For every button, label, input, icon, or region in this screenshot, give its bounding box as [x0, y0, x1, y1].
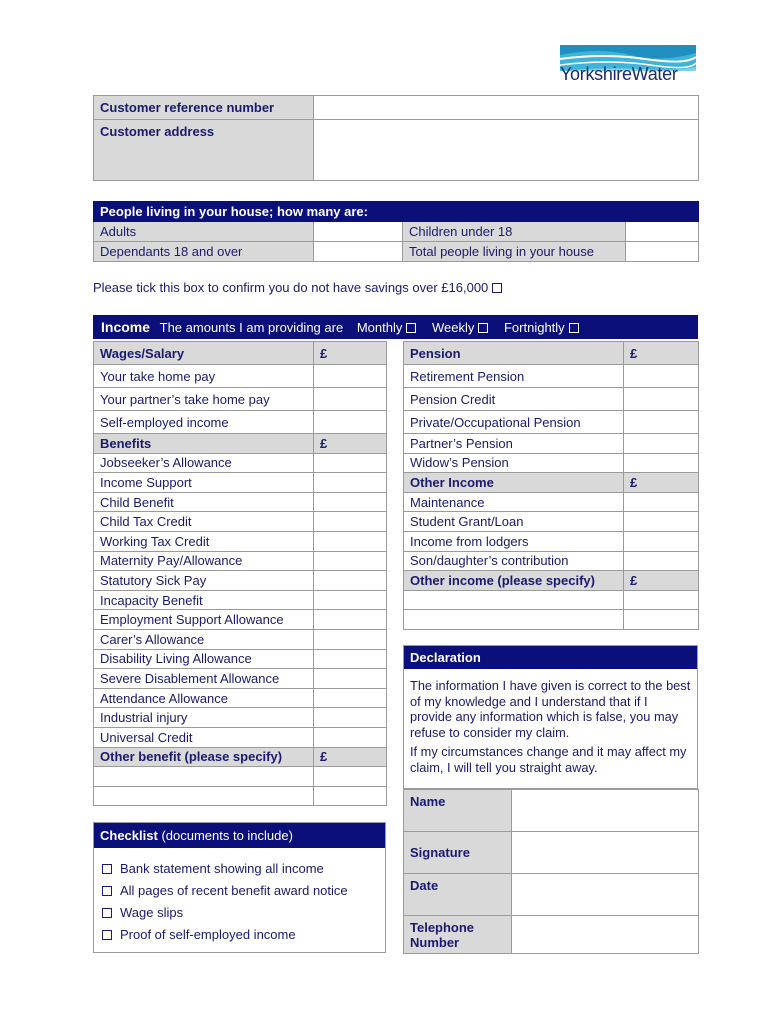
benefit-row-label: Child Tax Credit: [94, 512, 314, 532]
income-intro: The amounts I am providing are: [159, 320, 344, 335]
checklist-item-label: Proof of self-employed income: [120, 927, 296, 942]
telephone-field[interactable]: [512, 916, 699, 954]
benefit-row-field[interactable]: [314, 590, 387, 610]
checklist-checkbox[interactable]: [102, 886, 112, 896]
other-income-specify-field[interactable]: [624, 610, 699, 630]
benefit-row-label: Working Tax Credit: [94, 531, 314, 551]
brand-name: YorkshireWater: [560, 64, 678, 84]
household-table: [93, 201, 699, 262]
benefit-row-field[interactable]: [314, 669, 387, 689]
name-field[interactable]: [512, 790, 699, 832]
benefit-row-field[interactable]: [314, 551, 387, 571]
pension-row-field[interactable]: [624, 453, 699, 473]
other-benefit-field[interactable]: [314, 767, 387, 787]
other-benefit-input[interactable]: [94, 786, 314, 806]
declaration-para-2: If my circumstances change and it may affect my claim, I will tell you straight away.: [410, 744, 687, 775]
checklist-checkbox[interactable]: [102, 908, 112, 918]
wages-pound-header: £: [314, 342, 387, 365]
checklist-title: Checklist: [100, 828, 158, 843]
adults-field[interactable]: [314, 222, 403, 242]
customer-reference-field[interactable]: [314, 96, 699, 120]
other-income-specify-field[interactable]: [624, 590, 699, 610]
declaration-para-1: The information I have given is correct to the best of my knowledge and I understand that if I provide any information which is false, you may refuse to consider my claim.: [410, 678, 691, 740]
checklist-items: [94, 848, 385, 946]
checklist-item: [102, 924, 377, 946]
wages-row-field[interactable]: [314, 388, 387, 411]
pension-row-field[interactable]: [624, 388, 699, 411]
benefit-row-field[interactable]: [314, 649, 387, 669]
checklist-checkbox[interactable]: [102, 930, 112, 940]
other-income-row-label: Income from lodgers: [404, 531, 624, 551]
pension-row-field[interactable]: [624, 434, 699, 454]
wages-row-field[interactable]: [314, 411, 387, 434]
other-income-row-label: Student Grant/Loan: [404, 512, 624, 532]
wages-header: Wages/Salary: [94, 342, 314, 365]
benefit-row-field[interactable]: [314, 708, 387, 728]
other-benefit-header: Other benefit (please specify): [94, 747, 314, 767]
customer-table: [93, 95, 699, 181]
fortnightly-checkbox[interactable]: [569, 323, 579, 333]
name-label: Name: [404, 790, 512, 832]
benefit-row-field[interactable]: [314, 629, 387, 649]
other-income-specify-header: Other income (please specify): [404, 571, 624, 591]
benefit-row-field[interactable]: [314, 688, 387, 708]
children-field[interactable]: [626, 222, 699, 242]
benefit-row-label: Attendance Allowance: [94, 688, 314, 708]
pension-row-label: Private/Occupational Pension: [404, 411, 624, 434]
household-header: People living in your house; how many are:: [94, 202, 699, 222]
benefit-row-field[interactable]: [314, 727, 387, 747]
benefits-table: [93, 341, 387, 806]
date-field[interactable]: [512, 874, 699, 916]
signature-label: Signature: [404, 832, 512, 874]
signature-table: [403, 789, 699, 954]
weekly-label: Weekly: [431, 320, 475, 335]
customer-address-field[interactable]: [314, 120, 699, 181]
other-income-row-field[interactable]: [624, 512, 699, 532]
checklist-item: [102, 880, 377, 902]
benefit-row-field[interactable]: [314, 610, 387, 630]
pension-row-label: Retirement Pension: [404, 365, 624, 388]
pension-header: Pension: [404, 342, 624, 365]
date-label: Date: [404, 874, 512, 916]
other-income-row-field[interactable]: [624, 551, 699, 571]
dependants-label: Dependants 18 and over: [94, 242, 314, 262]
children-label: Children under 18: [403, 222, 626, 242]
customer-reference-label: Customer reference number: [94, 96, 314, 120]
benefits-header: Benefits: [94, 434, 314, 454]
declaration-title: Declaration: [404, 646, 697, 669]
other-income-specify-pound-header: £: [624, 571, 699, 591]
wages-row-label: Your partner’s take home pay: [94, 388, 314, 411]
monthly-checkbox[interactable]: [406, 323, 416, 333]
benefit-row-label: Disability Living Allowance: [94, 649, 314, 669]
savings-confirmation: [93, 280, 502, 295]
pension-table: [403, 341, 699, 630]
other-income-specify-input[interactable]: [404, 590, 624, 610]
benefit-row-label: Child Benefit: [94, 492, 314, 512]
benefit-row-label: Carer’s Allowance: [94, 629, 314, 649]
customer-address-label: Customer address: [94, 120, 314, 181]
other-income-pound-header: £: [624, 473, 699, 493]
other-income-specify-input[interactable]: [404, 610, 624, 630]
benefit-row-label: Maternity Pay/Allowance: [94, 551, 314, 571]
checklist-subtitle: (documents to include): [161, 828, 293, 843]
benefit-row-field[interactable]: [314, 512, 387, 532]
other-benefit-input[interactable]: [94, 767, 314, 787]
checklist-box: [93, 822, 386, 953]
checklist-item-label: All pages of recent benefit award notice: [120, 883, 348, 898]
other-income-row-field[interactable]: [624, 531, 699, 551]
benefit-row-label: Incapacity Benefit: [94, 590, 314, 610]
pension-row-label: Pension Credit: [404, 388, 624, 411]
checklist-item: [102, 858, 377, 880]
checklist-item-label: Bank statement showing all income: [120, 861, 324, 876]
other-benefit-field[interactable]: [314, 786, 387, 806]
telephone-label: Telephone Number: [404, 916, 512, 954]
total-people-field[interactable]: [626, 242, 699, 262]
benefit-row-field[interactable]: [314, 492, 387, 512]
signature-field[interactable]: [512, 832, 699, 874]
benefit-row-label: Income Support: [94, 473, 314, 493]
declaration-box: [403, 645, 698, 789]
benefit-row-field[interactable]: [314, 453, 387, 473]
pension-row-label: Partner’s Pension: [404, 434, 624, 454]
other-benefit-pound-header: £: [314, 747, 387, 767]
pension-row-field[interactable]: [624, 411, 699, 434]
benefit-row-field[interactable]: [314, 473, 387, 493]
wages-row-label: Your take home pay: [94, 365, 314, 388]
other-income-row-label: Son/daughter’s contribution: [404, 551, 624, 571]
dependants-field[interactable]: [314, 242, 403, 262]
income-header: [93, 315, 698, 339]
pension-pound-header: £: [624, 342, 699, 365]
benefit-row-field[interactable]: [314, 531, 387, 551]
adults-label: Adults: [94, 222, 314, 242]
pension-row-label: Widow’s Pension: [404, 453, 624, 473]
total-people-label: Total people living in your house: [403, 242, 626, 262]
checklist-checkbox[interactable]: [102, 864, 112, 874]
savings-checkbox[interactable]: [492, 283, 502, 293]
monthly-label: Monthly: [356, 320, 403, 335]
checklist-item: [102, 902, 377, 924]
wages-row-field[interactable]: [314, 365, 387, 388]
fortnightly-label: Fortnightly: [503, 320, 565, 335]
benefit-row-field[interactable]: [314, 571, 387, 591]
benefit-row-label: Statutory Sick Pay: [94, 571, 314, 591]
benefit-row-label: Industrial injury: [94, 708, 314, 728]
weekly-checkbox[interactable]: [478, 323, 488, 333]
checklist-header: [94, 823, 385, 848]
checklist-item-label: Wage slips: [120, 905, 184, 920]
benefit-row-label: Employment Support Allowance: [94, 610, 314, 630]
benefit-row-label: Universal Credit: [94, 727, 314, 747]
savings-text: Please tick this box to confirm you do not have savings over £16,000: [93, 280, 489, 295]
other-income-header: Other Income: [404, 473, 624, 493]
benefits-pound-header: £: [314, 434, 387, 454]
wages-row-label: Self-employed income: [94, 411, 314, 434]
income-title: Income: [101, 319, 151, 335]
benefit-row-label: Jobseeker’s Allowance: [94, 453, 314, 473]
other-income-row-field[interactable]: [624, 492, 699, 512]
benefit-row-label: Severe Disablement Allowance: [94, 669, 314, 689]
other-income-row-label: Maintenance: [404, 492, 624, 512]
pension-row-field[interactable]: [624, 365, 699, 388]
